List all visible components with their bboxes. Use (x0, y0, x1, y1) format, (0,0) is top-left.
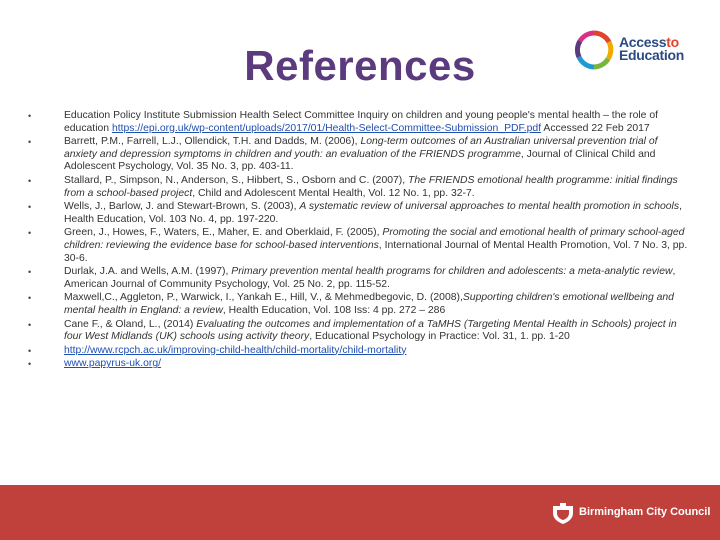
reference-text: , Health Education, Vol. 108 Iss: 4 pp. 272 – 286 (222, 304, 446, 316)
reference-title: Evaluating the outcomes and implementation of a TaMHS (Targeting Mental Health in Schools) project in four West Midlands (UK) schools using activity theory (64, 318, 677, 343)
reference-link[interactable]: http://www.rcpch.ac.uk/improving-child-health/child-mortality/child-mortality (64, 344, 407, 356)
reference-item (28, 175, 688, 200)
bullet-marker: • (28, 267, 32, 278)
bullet-marker: • (28, 111, 32, 121)
bullet-marker: • (28, 293, 32, 304)
reference-text: Education Policy Institute Submission Health Select Committee Inquiry on children and young people's mental health – the role of education (64, 110, 659, 134)
reference-item (28, 345, 688, 358)
bullet-marker: • (28, 228, 32, 239)
bcc-logo-text: Birmingham City Council (579, 506, 711, 518)
reference-title: Primary prevention mental health programs for children and adolescents: a meta-analytic review (231, 266, 673, 278)
bcc-emblem-icon (550, 500, 576, 526)
logo-text-to: to (666, 34, 679, 50)
reference-item (28, 319, 688, 344)
bullet-marker: • (28, 345, 32, 356)
reference-text: Barrett, P.M., Farrell, L.J., Ollendick, T.H. and Dadds, M. (2006), (64, 136, 361, 148)
ring-logo-icon (574, 30, 614, 70)
reference-text: , Child and Adolescent Mental Health, Vol. 12 No. 1, pp. 32-7. (192, 187, 475, 199)
reference-title: Supporting children's emotional wellbeing and mental health in England: a review (64, 292, 674, 316)
reference-text: , Educational Psychology in Practice: Vol. 31, 1. pp. 1-20 (309, 331, 570, 343)
reference-text: Green, J., Howes, F., Waters, E., Maher, E. and Oberklaid, F. (2005), (64, 227, 383, 239)
access-to-education-logo (574, 30, 694, 70)
reference-text: , Health Education, Vol. 103 No. 4, pp. 197-220. (64, 201, 682, 225)
reference-item (28, 358, 688, 371)
reference-text: Maxwell,C., Aggleton, P., Warwick, I., Yankah E., Hill, V., & Mehmedbegovic, D. (2008), (64, 292, 463, 304)
logo-text-access: Access (619, 34, 667, 50)
reference-item (28, 136, 688, 174)
reference-text: Durlak, J.A. and Wells, A.M. (1997), (64, 266, 232, 278)
reference-item (28, 292, 688, 317)
reference-text: Wells, J., Barlow, J. and Stewart-Brown, S. (2003), (64, 201, 300, 213)
reference-item (28, 227, 688, 265)
reference-text: , American Journal of Community Psychology, Vol. 25 No. 2, pp. 115-52. (64, 266, 676, 290)
reference-text: Cane F., & Oland, L., (2014) (64, 318, 197, 330)
bullet-marker: • (28, 175, 32, 186)
reference-text: , Journal of Clinical Child and Adolescent Psychology, Vol. 35 No. 3, pp. 403-11. (64, 148, 656, 173)
reference-item (28, 201, 688, 226)
reference-text: , International Journal of Mental Health Promotion, Vol. 7 No. 3, pp. 30-6. (64, 239, 688, 264)
logo-text-education: Education (619, 47, 684, 63)
reference-item (28, 110, 688, 135)
reference-title: A systematic review of universal approaches to mental health promotion in schools (299, 201, 680, 213)
bullet-marker: • (28, 319, 32, 330)
reference-item (28, 266, 688, 291)
bullet-marker: • (28, 359, 32, 370)
reference-link[interactable]: www.papyrus-uk.org/ (64, 358, 162, 370)
birmingham-city-council-logo (550, 500, 710, 526)
reference-link[interactable]: https://epi.org.uk/wp-content/uploads/2017/01/Health-Select-Committee-Submission_PDF.pdf (111, 122, 542, 134)
bullet-marker: • (28, 202, 32, 213)
reference-text: Stallard, P., Simpson, N., Anderson, S., Hibbert, S., Osborn and C. (2007), (64, 174, 409, 186)
reference-title: Promoting the social and emotional health of primary school-aged children: reviewing the evidence base for school-based interventions (64, 227, 685, 251)
slide-title: References (244, 42, 476, 89)
reference-text: Accessed 22 Feb 2017 (541, 122, 650, 134)
reference-title: Long-term outcomes of an Australian universal prevention trial of anxiety and depression symptoms in children and youth: an evaluation of the FRIENDS programme (64, 136, 658, 160)
bullet-marker: • (28, 137, 32, 148)
references-list (28, 110, 688, 372)
reference-title: The FRIENDS emotional health programme: initial findings from a school-based project (64, 174, 678, 199)
